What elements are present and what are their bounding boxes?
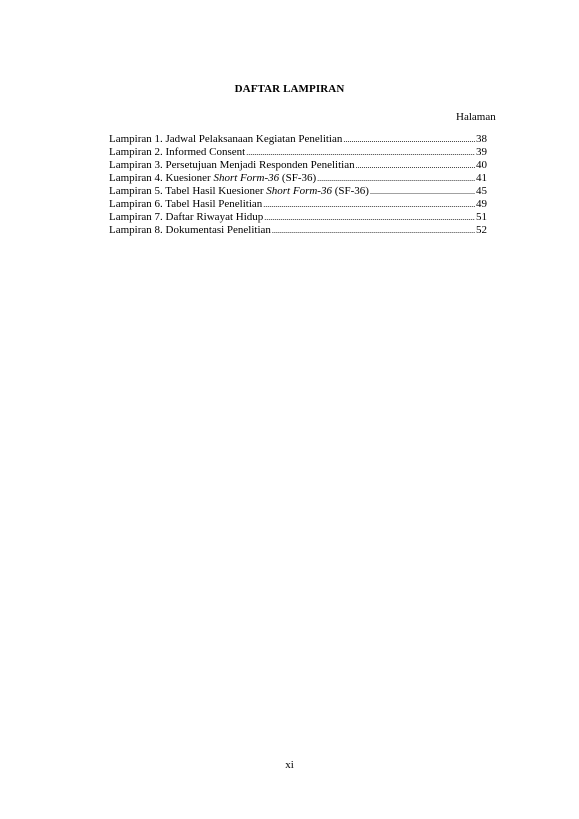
toc-entry-text-suffix: (SF-36): [279, 172, 317, 184]
toc-entry-text: Lampiran 5. Tabel Hasil Kuesioner: [109, 185, 267, 197]
toc-entry-page: 38: [476, 133, 487, 145]
toc-entry: [109, 159, 487, 172]
toc-entry: [109, 146, 487, 159]
toc-leader-dots: [343, 133, 475, 146]
toc-entry-page: 41: [476, 172, 487, 184]
toc-entry: [109, 185, 487, 198]
toc-entry-text: Lampiran 7. Daftar Riwayat Hidup: [109, 211, 264, 223]
toc-entry-italic: Short Form-36: [213, 172, 280, 184]
toc-entry-page: 51: [476, 211, 487, 223]
toc-entry: [109, 211, 487, 224]
toc-list: [109, 133, 487, 237]
toc-entry: [109, 172, 487, 185]
toc-leader-dots: [356, 159, 475, 172]
page-title: DAFTAR LAMPIRAN: [234, 83, 345, 95]
toc-entry-text: Lampiran 1. Jadwal Pelaksanaan Kegiatan Penelitian: [109, 133, 343, 145]
toc-leader-dots: [272, 224, 475, 237]
toc-entry-text: Lampiran 8. Dokumentasi Penelitian: [109, 224, 271, 236]
toc-entry: [109, 198, 487, 211]
page-column-header: Halaman: [456, 111, 496, 123]
toc-leader-dots: [246, 146, 475, 159]
toc-entry: [109, 224, 487, 237]
toc-entry-page: 52: [476, 224, 487, 236]
toc-leader-dots: [317, 172, 475, 185]
toc-entry-page: 39: [476, 146, 487, 158]
toc-entry-text: Lampiran 4. Kuesioner: [109, 172, 214, 184]
toc-entry-text-suffix: (SF-36): [331, 185, 369, 197]
toc-entry-page: 49: [476, 198, 487, 210]
page-number: xi: [285, 759, 294, 771]
toc-entry-text: Lampiran 2. Informed Consent: [109, 146, 246, 158]
toc-entry: [109, 133, 487, 146]
toc-leader-dots: [370, 185, 475, 198]
toc-entry-page: 45: [476, 185, 487, 197]
toc-entry-page: 40: [476, 159, 487, 171]
toc-entry-text: Lampiran 3. Persetujuan Menjadi Responden Penelitian: [109, 159, 355, 171]
toc-leader-dots: [263, 198, 475, 211]
toc-leader-dots: [264, 211, 475, 224]
toc-entry-text: Lampiran 6. Tabel Hasil Penelitian: [109, 198, 263, 210]
toc-entry-italic: Short Form-36: [266, 185, 332, 197]
